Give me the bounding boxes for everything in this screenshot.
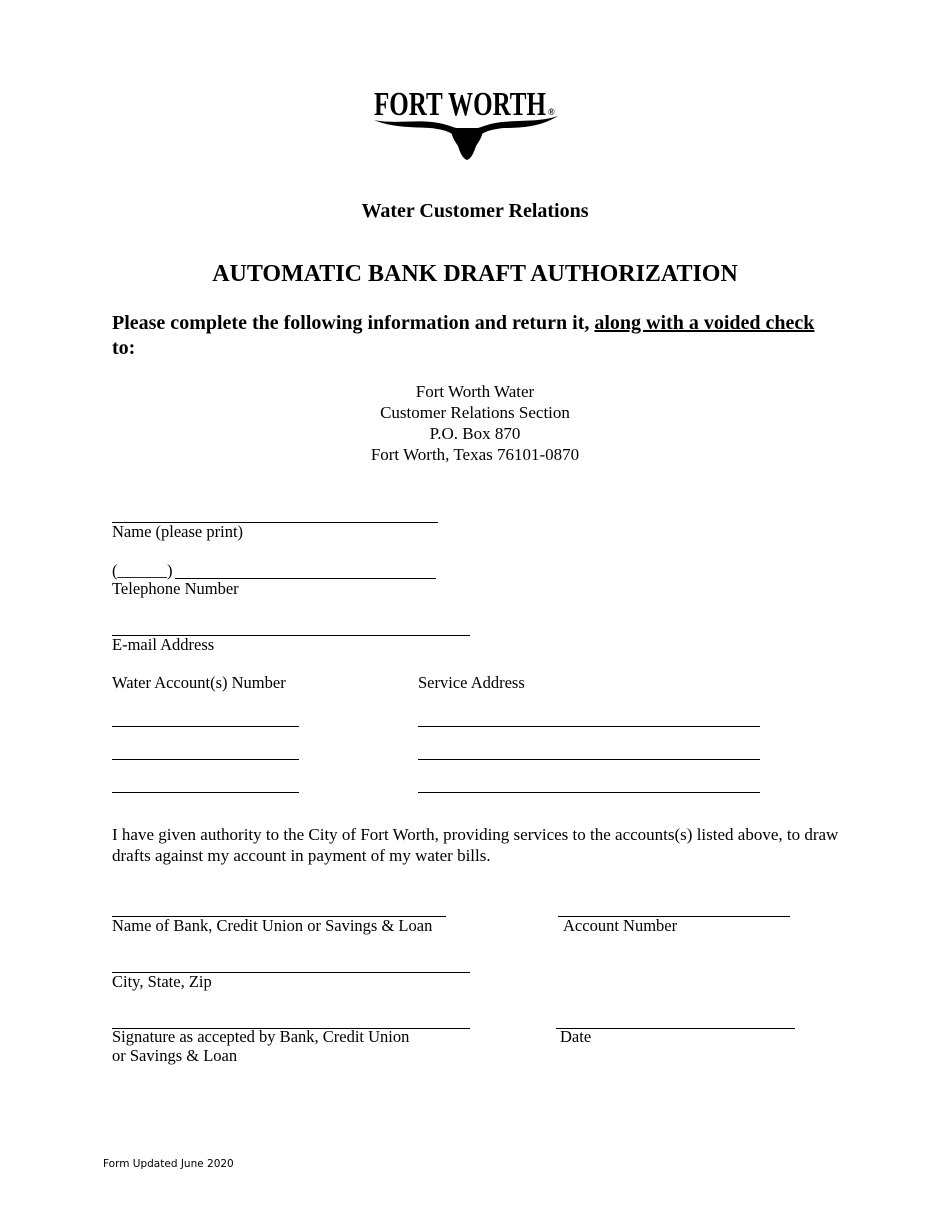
- address-line: Fort Worth Water: [415, 382, 535, 401]
- longhorn-logo-icon: [372, 82, 562, 164]
- service-address-label: Service Address: [418, 673, 525, 692]
- bank-account-number-label: Account Number: [563, 916, 678, 935]
- water-account-label: Water Account(s) Number: [112, 673, 286, 692]
- instructions-end: to:: [112, 337, 136, 359]
- instructions: [112, 311, 842, 361]
- bank-name-label: Name of Bank, Credit Union or Savings & Loan: [112, 916, 433, 935]
- signature-label-cont: or Savings & Loan: [112, 1046, 238, 1065]
- form-updated-note: Form Updated June 2020: [103, 1158, 234, 1170]
- service-address-line[interactable]: [418, 726, 760, 727]
- instructions-text: Please complete the following information and return it,: [112, 312, 595, 334]
- fort-worth-logo: [372, 82, 562, 164]
- account-number-line[interactable]: [112, 759, 299, 760]
- phone-area-code: (______): [112, 561, 173, 580]
- name-label: Name (please print): [112, 522, 244, 541]
- form-title: AUTOMATIC BANK DRAFT AUTHORIZATION: [212, 261, 738, 287]
- email-label: E-mail Address: [112, 635, 215, 654]
- department-heading: Water Customer Relations: [361, 200, 589, 222]
- date-line[interactable]: [556, 1028, 795, 1029]
- address-line: Fort Worth, Texas 76101-0870: [370, 445, 580, 464]
- service-address-line[interactable]: [418, 759, 760, 760]
- logo-wordmark: FORT WORTH: [374, 86, 546, 123]
- date-label: Date: [560, 1027, 592, 1046]
- service-address-line[interactable]: [418, 792, 760, 793]
- instructions-underlined-check: check: [765, 312, 815, 334]
- logo-registered-mark: ®: [548, 107, 555, 117]
- signature-label: Signature as accepted by Bank, Credit Union: [112, 1027, 410, 1046]
- account-number-line[interactable]: [112, 792, 299, 793]
- mailing-address: [0, 381, 950, 465]
- instructions-underlined: along with a voided: [594, 312, 766, 334]
- address-line: Customer Relations Section: [380, 403, 570, 422]
- address-line: P.O. Box 870: [429, 424, 521, 443]
- account-number-line[interactable]: [112, 726, 299, 727]
- city-state-zip-label: City, State, Zip: [112, 972, 212, 991]
- authorization-statement: I have given authority to the City of Fort Worth, providing services to the accounts(s) listed above, to draw drafts against my account in payment of my water bills.: [112, 825, 839, 865]
- phone-label: Telephone Number: [112, 579, 239, 598]
